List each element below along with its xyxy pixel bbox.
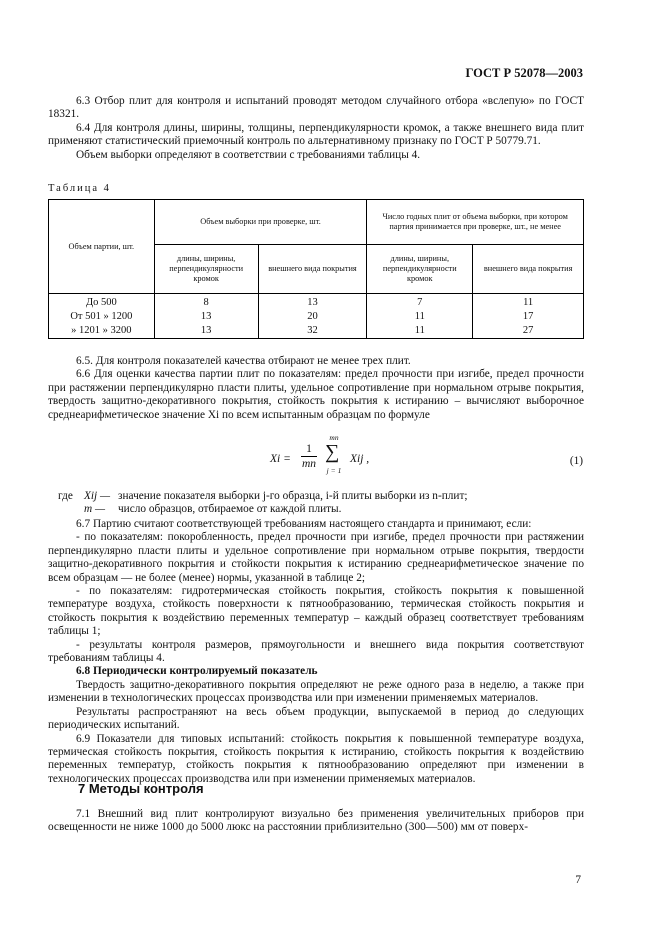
- cell-value: 32: [258, 324, 367, 339]
- intro-section: [48, 95, 584, 162]
- subheader-dimensions-2: длины, ширины, перпендикулярности кромок: [367, 245, 473, 294]
- para-6-8-text: Твердость защитно-декоративного покрытия определяют не реже одного раза в неделю, а также при изменении в технологических процессах производства или при изменении применяемых материалов.: [48, 678, 584, 705]
- formula-definitions: [58, 490, 468, 517]
- definition-text: значение показателя выборки j-го образца, i-й плиты выборки из n-плит;: [118, 490, 468, 502]
- cell-value: 11: [367, 324, 473, 339]
- sum-upper-limit: mn: [329, 433, 339, 442]
- para-6-6: 6.6 Для оценки качества партии плит по показателям: предел прочности при изгибе, предел прочности при растяжении перпендикулярно пласти плиты, удельное сопротивление при нормальном отрыве покрытия, твердость защитно-декоративного покрытия, стойкость покрытия к истиранию – вычисляют выборочное среднеарифметическое значение Xi по всем испытанным образцам по формуле: [48, 368, 584, 421]
- sum-lower-limit: j = 1: [326, 466, 342, 475]
- table-4: [48, 199, 584, 339]
- page-number: 7: [575, 874, 581, 886]
- para-6-4: 6.4 Для контроля длины, ширины, толщины, перпендикулярности кромок, а также внешнего вида плит применяют статистический приемочный контроль по альтернативному признаку по ГОСТ Р 50779.71.: [48, 121, 584, 148]
- para-6-3: 6.3 Отбор плит для контроля и испытаний проводят методом случайного отбора «вслепую» по ГОСТ 18321.: [48, 95, 584, 121]
- para-7-1-text: 7.1 Внешний вид плит контролируют визуально без применения увеличительных приборов при освещенности не ниже 1000 до 5000 люкс на расстоянии приблизительно (300—500) мм от поверх-: [48, 808, 584, 834]
- formula-denominator: mn: [301, 458, 317, 470]
- para-6-7: [48, 518, 584, 786]
- definition-symbol: Xij —: [84, 490, 111, 502]
- para-6-5: 6.5. Для контроля показателей качества отбирают не менее трех плит.: [76, 355, 411, 367]
- para-6-7-item: - по показателям: покоробленность, предел прочности при изгибе, предел прочности при растяжении перпендикулярно пласти плиты и удельное сопротивление при нормальном отрыве покрытия, твердости защитно-декоративного покрытия и стойкости покрытия к истиранию среднеарифметическое значение по всем образцам — не более (менее) нормы, указанной в таблице 2;: [48, 531, 584, 584]
- cell-value: 8: [154, 294, 258, 311]
- para-6-5-6-6: [48, 355, 584, 422]
- definition-row: [58, 503, 468, 516]
- definition-row: [58, 490, 468, 503]
- formula-number: (1): [569, 455, 583, 467]
- header-sample-size: Объем выборки при проверке, шт.: [154, 200, 367, 245]
- subheader-appearance-2: внешнего вида покрытия: [473, 245, 584, 294]
- definition-prefix: [58, 503, 84, 516]
- formula-summand: Xij ,: [350, 453, 370, 465]
- subheader-dimensions-1: длины, ширины, перпендикулярности кромок: [154, 245, 258, 294]
- table-row: [49, 294, 584, 311]
- para-6-7-intro: 6.7 Партию считают соответствующей требованиям настоящего стандарта и принимают, если:: [76, 518, 532, 530]
- cell-value: 13: [154, 310, 258, 324]
- cell-value: 17: [473, 310, 584, 324]
- para-volume: Объем выборки определяют в соответствии с требованиями таблицы 4.: [76, 148, 421, 161]
- formula-1: [270, 433, 420, 480]
- table-caption: Таблица 4: [48, 183, 111, 194]
- para-6-7-item: - по показателям: гидротермическая стойкость покрытия, стойкость покрытия к повышенной температуре воздуха, стойкость поверхности к пятнообразованию, термическая стойкость покрытия и стойкость покрытия к воздействию переменных температур – каждый образец соответствует требованиям таблицы 1;: [48, 585, 584, 638]
- section-7-heading: 7 Методы контроля: [78, 781, 204, 796]
- sum-sign: ∑: [325, 441, 340, 463]
- header-lot-size: Объем партии, шт.: [49, 200, 155, 294]
- definition-prefix: где: [58, 490, 73, 502]
- table-row: [49, 324, 584, 339]
- fraction-bar: [301, 456, 317, 457]
- cell-lot: От 501 » 1200: [49, 310, 155, 324]
- cell-value: 27: [473, 324, 584, 339]
- definition-text: число образцов, отбираемое от каждой плиты.: [118, 503, 342, 516]
- cell-value: 20: [258, 310, 367, 324]
- cell-lot: До 500: [49, 294, 155, 311]
- subheader-appearance-1: внешнего вида покрытия: [258, 245, 367, 294]
- para-7-1: [48, 808, 584, 835]
- cell-value: 11: [473, 294, 584, 311]
- cell-value: 13: [258, 294, 367, 311]
- para-6-9: 6.9 Показатели для типовых испытаний: стойкость покрытия к повышенной температуре воздуха, термическая стойкость покрытия, стойкость покрытия к истиранию, стойкость покрытия к воздействию переменных температур, стойкость покрытия к пятнообразованию определяют при изменении в технологических процессах производства или при изменении применяемых материалов.: [48, 732, 584, 785]
- para-6-8-text: Результаты распространяют на весь объем продукции, выпускаемой в период до следующих периодических испытаний.: [48, 705, 584, 732]
- table-row: [49, 310, 584, 324]
- cell-lot: » 1201 » 3200: [49, 324, 155, 339]
- para-6-7-item: - результаты контроля размеров, прямоугольности и внешнего вида покрытия соответствуют требованиям таблицы 4.: [48, 638, 584, 665]
- cell-value: 7: [367, 294, 473, 311]
- document-code: ГОСТ Р 52078—2003: [465, 66, 583, 80]
- formula-numerator: 1: [306, 443, 312, 455]
- header-accept-count: Число годных плит от объема выборки, при котором партия принимается при проверке, шт., не менее: [367, 200, 584, 245]
- definition-symbol: m —: [84, 503, 106, 516]
- cell-value: 11: [367, 310, 473, 324]
- cell-value: 13: [154, 324, 258, 339]
- para-6-8-title: 6.8 Периодически контролируемый показатель: [76, 665, 318, 678]
- formula-lhs: Xi =: [270, 453, 291, 465]
